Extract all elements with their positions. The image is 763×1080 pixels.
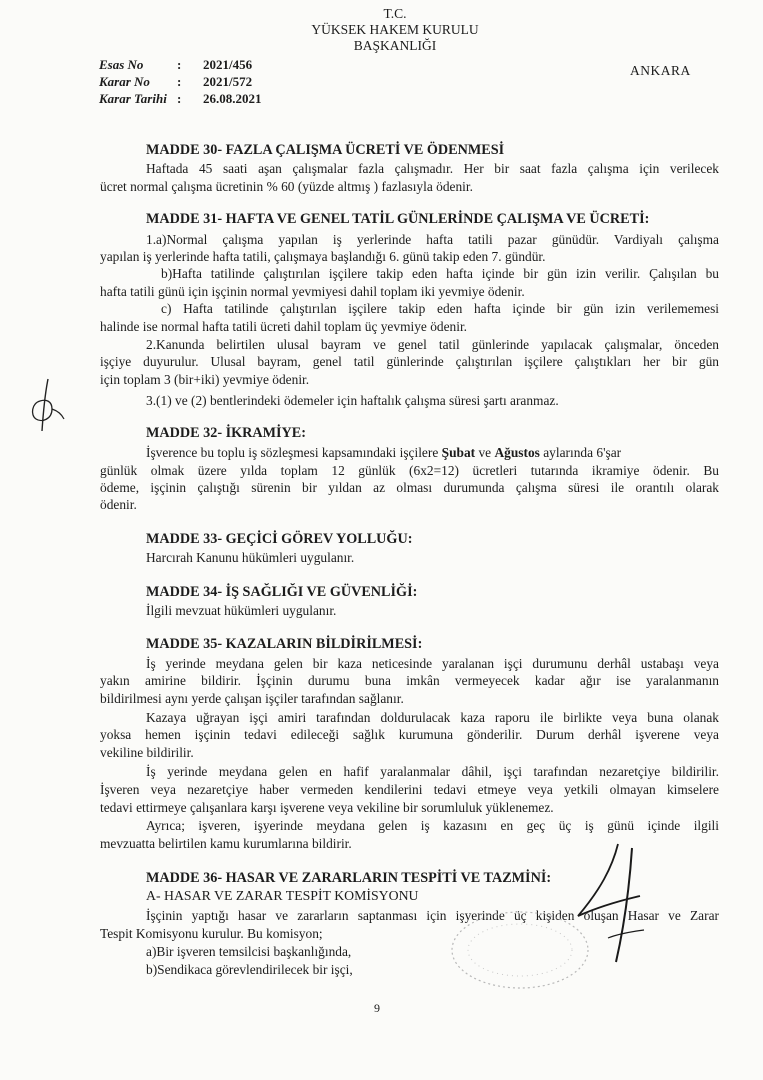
article-35-line: Ayrıca; işveren, işyerinde meydana gelen iş kazasını en geç üç iş günü içinde ilgili: [146, 818, 719, 833]
article-36-line: b)Sendikaca görevlendirilecek bir işçi,: [146, 962, 353, 977]
article-32-title: MADDE 32- İKRAMİYE:: [146, 425, 306, 441]
article-35-line: yoksa hemen işçinin tedavi edileceği sağlık kurumuna gönderilir. Durum derhâl işverene veya: [100, 727, 719, 742]
article-30-line: Haftada 45 saati aşan çalışmalar fazla çalışmadır. Her bir saat fazla çalışma için verilecek: [146, 161, 719, 176]
article-31-line: 2.Kanunda belirtilen ulusal bayram ve genel tatil günlerinde yapılacak çalışmalar, önceden: [146, 337, 719, 352]
article-36-line: Tespit Komisyonu kurulur. Bu komisyon;: [100, 926, 323, 941]
header-institution: YÜKSEK HAKEM KURULU: [311, 22, 479, 37]
article-35-line: bildirilmesi aynı yerde çalışan işçiler tarafından sağlanır.: [100, 691, 404, 706]
article-30-title: MADDE 30- FAZLA ÇALIŞMA ÜCRETİ VE ÖDENMESİ: [146, 142, 505, 158]
article-31-line: 1.a)Normal çalışma yapılan iş yerlerinde hafta tatili pazar günüdür. Vardiyalı çalışma: [146, 232, 719, 247]
karar-value: 2021/572: [203, 74, 253, 89]
article-35-line: vekiline bildirilir.: [100, 745, 194, 760]
colon: :: [177, 91, 182, 106]
article-30-line: ücret normal çalışma ücretinin % 60 (yüzde altmış ) fazlasıyla ödenir.: [100, 179, 473, 194]
article-31-line: halinde ise normal hafta tatili ücreti dahil toplam üç yevmiye ödenir.: [100, 319, 468, 334]
case-meta: [99, 56, 262, 107]
colon: :: [177, 57, 182, 72]
article-35-title: MADDE 35- KAZALARIN BİLDİRİLMESİ:: [146, 636, 423, 652]
month-february: Şubat: [441, 445, 476, 460]
article-35-line: İş yerinde meydana gelen bir kaza neticesinde yaralanan işçi durumunu derhâl ustabaşı veya: [146, 656, 719, 671]
article-31-line: 3.(1) ve (2) bentlerindeki ödemeler için haftalık çalışma süresi şartı aranmaz.: [146, 393, 559, 408]
article-31-line: hafta tatili günü için işçinin normal yevmiyesi dahil toplam iki yevmiye ödenir.: [100, 284, 525, 299]
article-35-line: mevzuatta belirtilen kamu kurumlarına bildirir.: [100, 836, 352, 851]
article-31-line: için toplam 3 (bir+iki) yevmiye ödenir.: [100, 372, 310, 387]
article-35-line: İşveren veya nezaretçiye haber vermeden kendilerini tedavi etmeye veya yetkili olmayan kimselere: [100, 782, 719, 797]
month-august: Ağustos: [494, 445, 540, 460]
handwritten-initial-mark: [22, 375, 66, 435]
article-33-line: Harcırah Kanunu hükümleri uygulanır.: [146, 550, 355, 565]
esas-value: 2021/456: [203, 57, 253, 72]
article-32-line: ödenir.: [100, 497, 137, 512]
article-35-line: İş yerinde meydana gelen en hafif yaralanmalar dâhil, işçi tarafından nezaretçiye bildirilir.: [146, 764, 719, 779]
faint-stamp: [445, 905, 595, 995]
article-35-line: tedavi ettirmeye çalışanlara karşı işverene veya vekiline bir sorumluluk yüklenemez.: [100, 800, 554, 815]
article-31-line: c) Hafta tatilinde çalıştırılan işçilere takip eden hafta içinde bir gün izin verilememesi: [161, 301, 719, 316]
article-34-line: İlgili mevzuat hükümleri uygulanır.: [146, 603, 337, 618]
article-35-line: Kazaya uğrayan işçi amiri tarafından doldurulacak kaza raporu ile birlikte veya buna olanak: [146, 710, 719, 725]
article-36-line: İşçinin yaptığı hasar ve zararların saptanması için işyerinde üç kişiden oluşan Hasar ve Zarar: [146, 908, 719, 923]
article-32-line: [146, 445, 719, 461]
article-33-title: MADDE 33- GEÇİCİ GÖREV YOLLUĞU:: [146, 531, 413, 547]
article-32-line: günlük olmak üzere yılda toplam 12 günlük (6x2=12) ücretleri tutarında ikramiye ödenir. Bu: [100, 463, 719, 478]
colon: :: [177, 74, 182, 89]
karar-label: Karar No: [99, 74, 150, 89]
article-31-title: MADDE 31- HAFTA VE GENEL TATİL GÜNLERİNDE ÇALIŞMA VE ÜCRETİ:: [146, 211, 650, 227]
article-31-line: işçiye duyurulur. Ulusal bayram, genel tatil günlerinde çalıştırılan işçilere çalıştıkları her bir gün: [100, 354, 719, 369]
article-35-line: yakın amirine bildirir. İşçinin durumu buna imkân vermeyecek kadar ağır ise yaralanmanın: [100, 673, 719, 688]
tarih-value: 26.08.2021: [203, 91, 262, 106]
article-34-title: MADDE 34- İŞ SAĞLIĞI VE GÜVENLİĞİ:: [146, 584, 418, 600]
header-tc: T.C.: [383, 6, 407, 21]
page-number: 9: [374, 1001, 380, 1015]
header-presidency: BAŞKANLIĞI: [353, 38, 437, 53]
city: ANKARA: [630, 63, 691, 78]
text-fragment: aylarında 6'şar: [539, 445, 622, 460]
article-36-line: a)Bir işveren temsilcisi başkanlığında,: [146, 944, 352, 959]
article-31-line: b)Hafta tatilinde çalıştırılan işçilere takip eden hafta içinde bir gün izin verilir. Çalışılan bu: [161, 266, 719, 281]
article-36-subtitle: A- HASAR VE ZARAR TESPİT KOMİSYONU: [146, 888, 419, 903]
esas-label: Esas No: [99, 57, 144, 72]
text-fragment: İşverence bu toplu iş sözleşmesi kapsamındaki işçilere: [146, 445, 442, 460]
text-fragment: ve: [475, 445, 495, 460]
article-36-title: MADDE 36- HASAR VE ZARARLARIN TESPİTİ VE TAZMİNİ:: [146, 870, 552, 886]
article-32-line: ödeme, işçinin çalıştığı sürenin bir yıldan az olması durumunda çalışma süresi ile orantılı olarak: [100, 480, 719, 495]
article-31-line: yapılan iş yerlerinde hafta tatili, çalışmaya başlandığı 6. günü takip eden 7. gündür.: [100, 249, 546, 264]
tarih-label: Karar Tarihi: [99, 91, 167, 106]
